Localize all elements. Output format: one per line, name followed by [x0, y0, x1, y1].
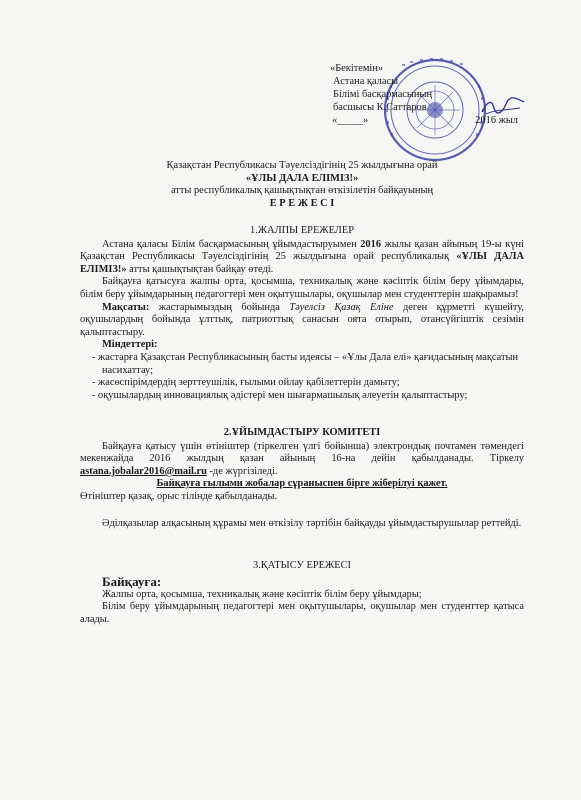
- section-organizing-committee: [80, 427, 524, 530]
- tasks-label: Міндеттері:: [102, 339, 158, 351]
- approval-date-day: «_____»: [332, 115, 369, 126]
- title-event-name: «ҰЛЫ ДАЛА ЕЛІМІЗ!»: [245, 172, 359, 184]
- text-run: жастарымыздың бойында: [149, 301, 290, 313]
- section-participation-rules: [80, 560, 524, 626]
- paragraph: Өтініштер қазақ, орыс тілінде қабылданады.: [80, 490, 278, 502]
- approval-block: [330, 62, 530, 127]
- section-heading: 2.ҰЙЫМДАСТЫРУ КОМИТЕТІ: [223, 427, 381, 438]
- goal-label: Мақсаты:: [102, 301, 150, 313]
- text-run-bold: 2016: [360, 238, 382, 250]
- text-run: деген құрметті күшейту, оқушылардың бойында ұлттық, патриоттық санасын оята отырып, отансүйгіштік сезімін қалыптастыру.: [80, 301, 525, 338]
- paragraph: Байқауға қатысуға жалпы орта, қосымша, техникалық және кәсіптік білім беру ұйымдары, білім беру ұйымдарының педагогтері мен оқытушылары, оқушылар мен студенттерін шақырамыз!: [80, 276, 524, 300]
- title-rules: Е Р Е Ж Е С І: [269, 197, 335, 209]
- text-run: атты қашықтықтан байқау өтеді.: [126, 263, 274, 275]
- text-run-italic: Тәуелсіз Қазақ Еліне: [289, 301, 394, 313]
- email-link[interactable]: astana.jobalar2016@mail.ru: [80, 465, 207, 477]
- section-heading: 3.ҚАТЫСУ ЕРЕЖЕСІ: [253, 560, 351, 571]
- approval-date-year: 2016 жыл: [475, 115, 518, 126]
- text-run: Байқауға қатысу үшін өтініштер (тіркелген үлгі бойынша) электрондық почтамен төмендегі мекенжайда 2016 жылдың қазан айының 16-на дейін қабылданады. Тіркелу: [80, 440, 524, 465]
- subheading: Байқауға:: [102, 573, 162, 589]
- paragraph: Әділқазылар алқасының құрамы мен өткізілу тәртібін байқауды ұйымдастырушылар реттейді.: [102, 517, 522, 529]
- notice: Байқауға ғылыми жобалар сұраныспен бірге жіберілуі қажет.: [156, 478, 448, 490]
- approval-line: Астана қаласы: [333, 76, 399, 87]
- text-run-bold: «ҰЛЫ ДАЛА ЕЛІМІЗ!»: [80, 251, 524, 275]
- text-run: жылы қазан айының 19-ы күні Қазақстан Республикасы Тәуелсіздігінің 25 жылдығына орай республикалық: [80, 238, 524, 263]
- approval-date-line: [330, 114, 518, 127]
- paragraph: [80, 441, 524, 479]
- approval-line: «Бекітемін»: [330, 63, 384, 74]
- text-run: -де жүргізіледі.: [206, 465, 278, 477]
- approval-line: Білімі басқармасының: [333, 89, 433, 100]
- list-item: - оқушылардың инновациялық әдістері мен шығармашылық әлеуетін қалыптастыру;: [92, 389, 468, 401]
- list-item: - жасөспірімдердің зерттеушілік, ғылыми ойлау қабілеттерін дамыту;: [92, 377, 400, 389]
- paragraph: [80, 239, 524, 277]
- document-title: [80, 160, 524, 210]
- paragraph: Жалпы орта, қосымша, техникалық және кәсіптік білім беру ұйымдары;: [102, 588, 422, 600]
- text-run: Астана қаласы Білім басқармасының ұйымдастыруымен: [102, 238, 361, 250]
- section-heading: 1.ЖАЛПЫ ЕРЕЖЕЛЕР: [250, 225, 354, 236]
- paragraph-goal: [80, 302, 524, 340]
- spacer: [80, 504, 524, 518]
- section-general-provisions: [80, 225, 524, 402]
- approval-line: басшысы К.Саттаров: [333, 102, 427, 113]
- title-line: Қазақстан Республикасы Тәуелсіздігінің 25 жылдығына орай: [166, 160, 438, 171]
- paragraph: Білім беру ұйымдарының педагогтері мен оқытушылары, оқушылар мен студенттер қатыса алады.: [80, 601, 524, 625]
- list-item: - жастарға Қазақстан Республикасының басты идеясы – «Ұлы Дала елі» қағидасының мақсатын насихаттау;: [92, 351, 519, 376]
- title-line: атты республикалық қашықтықтан өткізілетін байқауының: [170, 185, 434, 197]
